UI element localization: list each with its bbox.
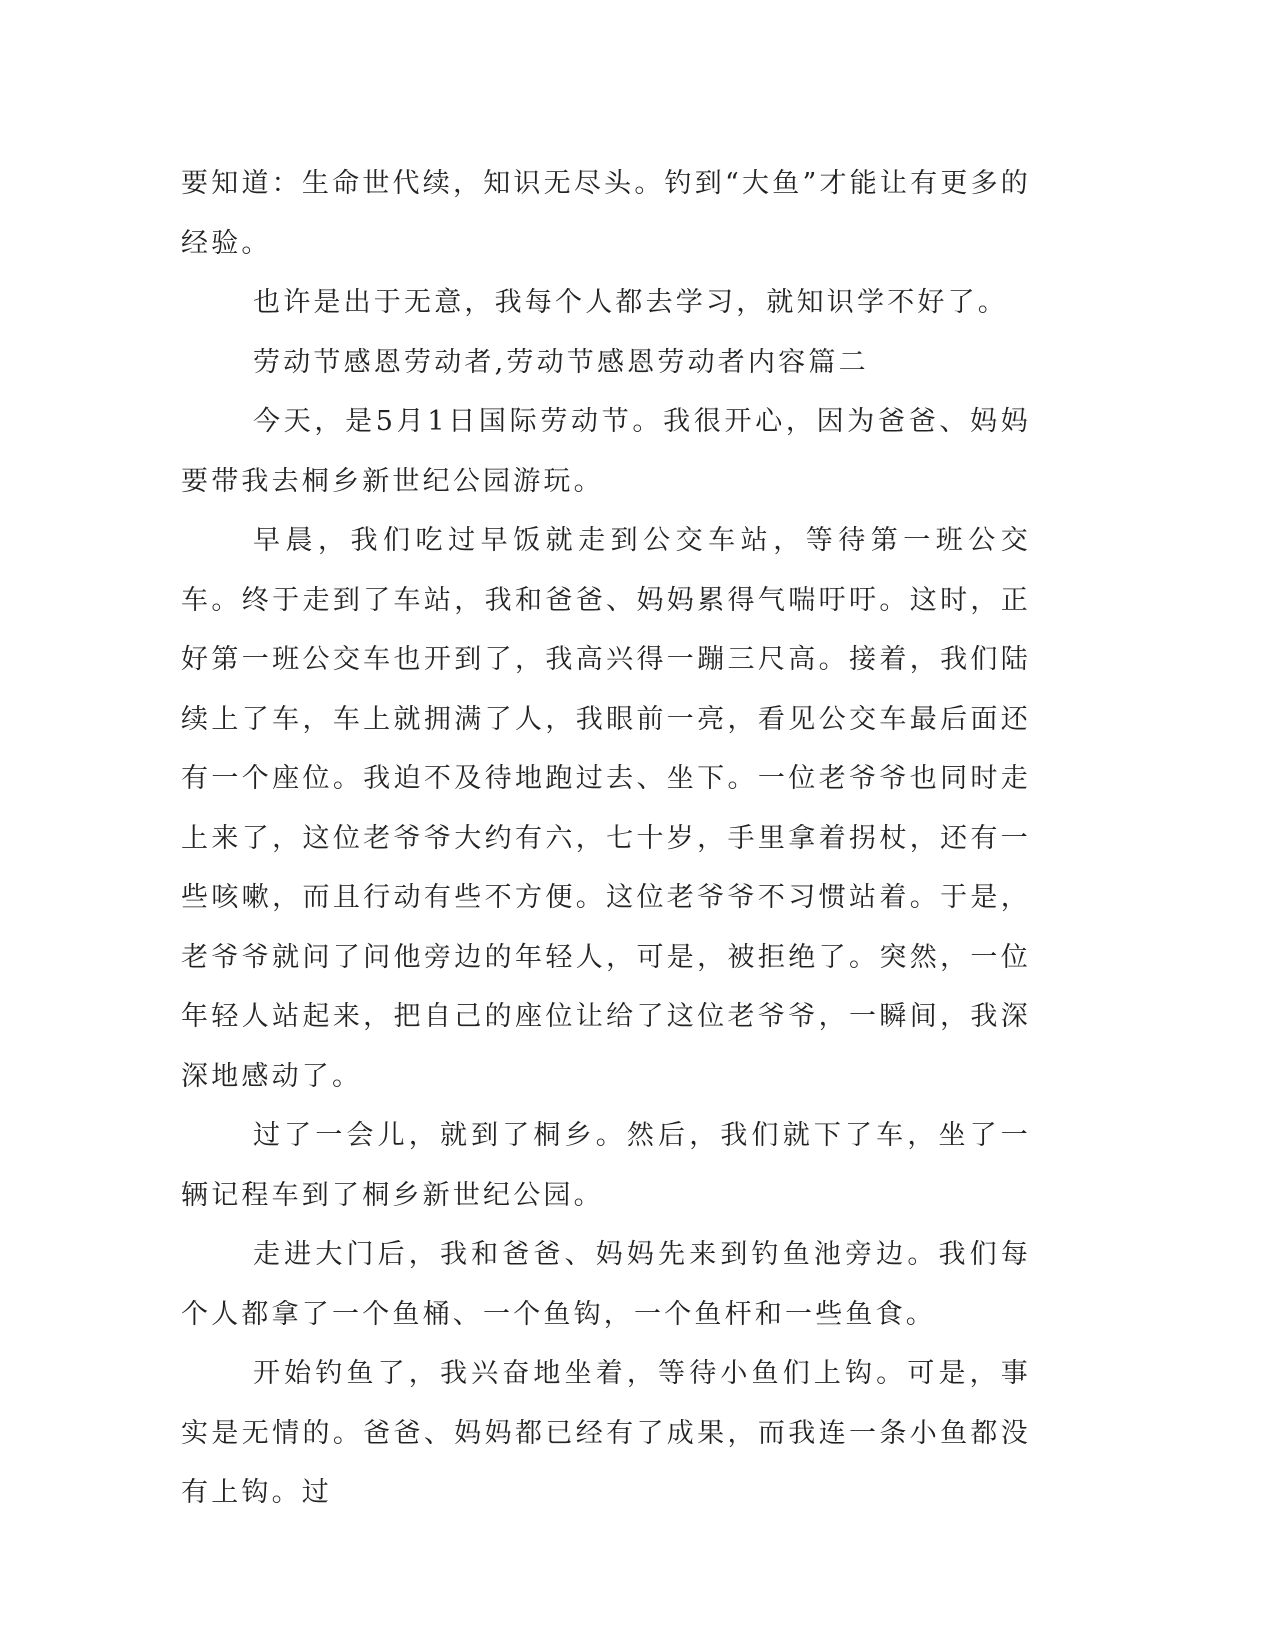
paragraph-6: 走进大门后，我和爸爸、妈妈先来到钓鱼池旁边。我们每个人都拿了一个鱼桶、一个鱼钩，一个鱼杆和一些鱼食。 [181, 1239, 1031, 1330]
paragraph-7: 开始钓鱼了，我兴奋地坐着，等待小鱼们上钩。可是，事实是无情的。爸爸、妈妈都已经有了成果，而我连一条小鱼都没有上钩。过 [181, 1358, 1031, 1508]
paragraph-3: 今天，是5月1日国际劳动节。我很开心，因为爸爸、妈妈要带我去桐乡新世纪公园游玩。 [181, 406, 1031, 497]
section-heading: 劳动节感恩劳动者,劳动节感恩劳动者内容篇二 [253, 346, 869, 378]
paragraph-1: 要知道：生命世代续，知识无尽头。钓到“大鱼”才能让有更多的经验。 [181, 168, 1031, 259]
paragraph-2: 也许是出于无意，我每个人都去学习，就知识学不好了。 [253, 287, 1008, 318]
paragraph-4: 早晨，我们吃过早饭就走到公交车站，等待第一班公交车。终于走到了车站，我和爸爸、妈妈累得气喘吁吁。这时，正好第一班公交车也开到了，我高兴得一蹦三尺高。接着，我们陆续上了车，车上就拥满了人，我眼前一亮，看见公交车最后面还有一个座位。我迫不及待地跑过去、坐下。一位老爷爷也同时走上来了，这位老爷爷大约有六，七十岁，手里拿着拐杖，还有一些咳嗽，而且行动有些不方便。这位老爷爷不习惯站着。于是，老爷爷就问了问他旁边的年轻人，可是，被拒绝了。突然，一位年轻人站起来，把自己的座位让给了这位老爷爷，一瞬间，我深深地感动了。 [181, 525, 1031, 1092]
paragraph-5: 过了一会儿，就到了桐乡。然后，我们就下了车，坐了一辆记程车到了桐乡新世纪公园。 [181, 1120, 1031, 1211]
document-body [181, 154, 1031, 1523]
